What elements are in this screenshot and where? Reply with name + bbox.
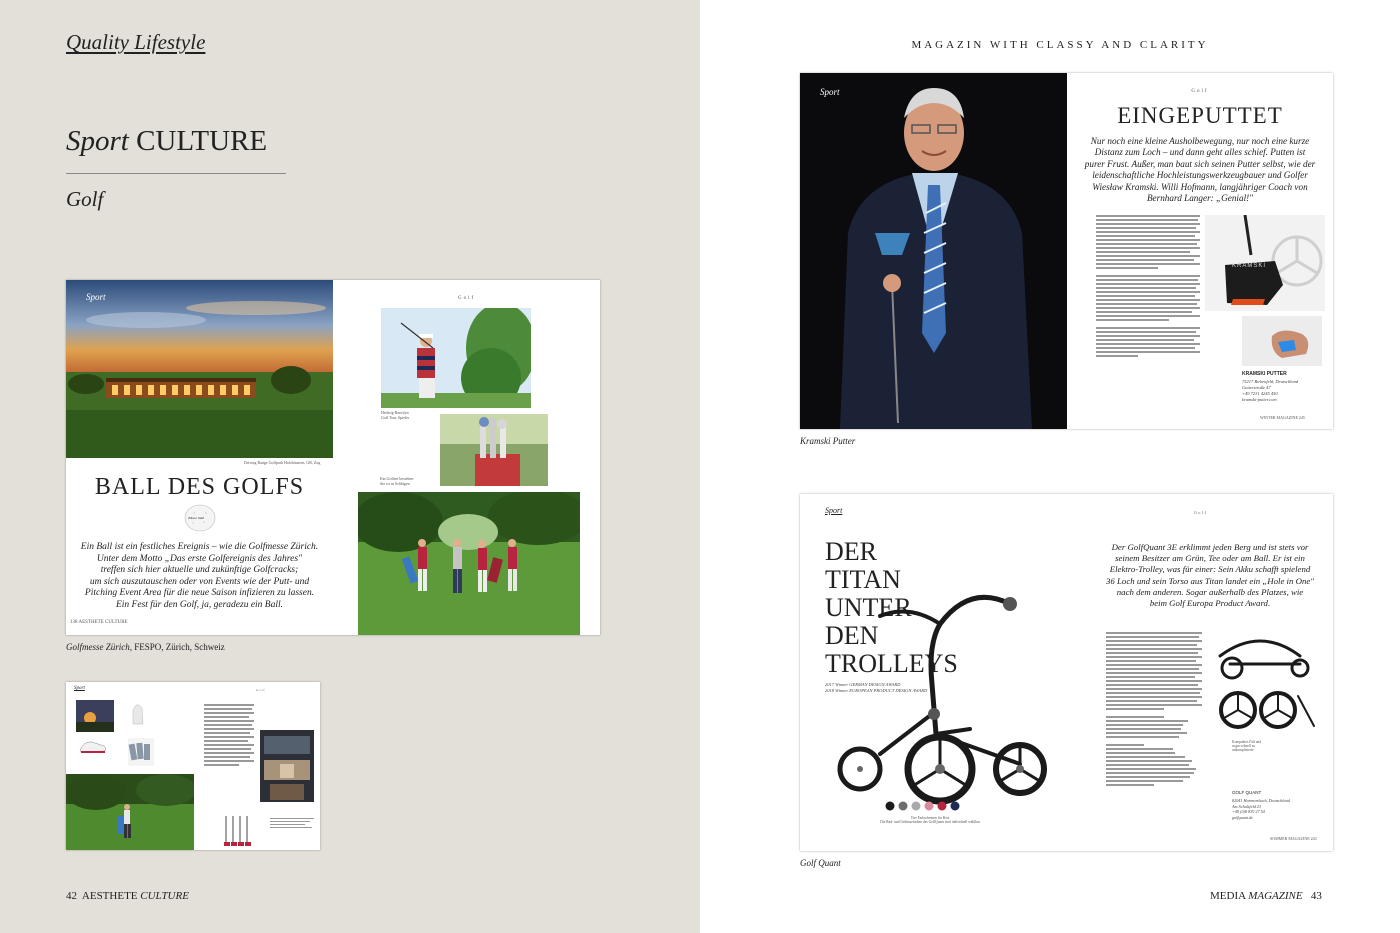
intro-line: um sich auszutauschen oder von Events wie der Putt- und xyxy=(89,576,310,587)
spread-eingeputtet xyxy=(800,73,1333,429)
body-text-column xyxy=(1096,215,1200,359)
golfer-caption: Hedwig Bartolyn Golf Tour Spieler xyxy=(381,410,410,420)
intro-line: Ein Ball ist ein festliches Ereignis – wie die Golfmesse Zürich. xyxy=(80,542,319,552)
label-golf: Golf xyxy=(1191,89,1209,94)
golf-ball-label: Wilson Staff xyxy=(188,516,204,520)
right-page xyxy=(700,0,1400,933)
intro-line: Unter dem Motto „Das erste Golfereignis des Jahres" xyxy=(96,553,303,564)
caption-rest: FESPO, Zürich, Schweiz xyxy=(134,642,225,652)
spread-titan-trolleys xyxy=(800,494,1333,851)
putters-photo xyxy=(220,814,260,848)
intro-line: seinem Besitzer am Grün, Tee oder am Ball. Er ist ein xyxy=(1115,553,1305,564)
contact-line: +49 7231 4245 450 xyxy=(1242,391,1278,396)
page-number: 43 xyxy=(1310,890,1322,902)
intro-line: treffen sich hier aktuelle und zukünftige Golfcracks; xyxy=(100,565,299,575)
trolley-photo xyxy=(820,564,1070,814)
fold-caption: Kompaktes Falt und sogar schnell zu unkomplizierte xyxy=(1232,740,1262,752)
label-sport: Sport xyxy=(820,87,840,97)
section-title-italic: Sport xyxy=(66,125,129,157)
contact-title: KRAMSKI PUTTER xyxy=(1242,371,1287,377)
headline-line: DER xyxy=(825,537,877,566)
label-golf: Golf xyxy=(1194,510,1208,515)
spread-headline: EINGEPUTTET xyxy=(1117,103,1283,128)
page-footer xyxy=(1210,890,1322,902)
swatch-4 xyxy=(925,802,934,811)
shoe-thumb xyxy=(78,738,108,754)
contact-info xyxy=(1232,798,1290,820)
page-header: Quality Lifestyle xyxy=(66,30,206,54)
magazine-name: MEDIA xyxy=(1210,890,1246,902)
spread-intro xyxy=(1075,136,1325,204)
headline-line: DEN xyxy=(825,621,879,650)
contact-line: kramski-putter.com xyxy=(1242,397,1277,402)
intro-line: purer Frust. Außer, man baut sich seinen Putter selbst, wie der xyxy=(1084,158,1316,169)
intro-line: leidenschaftliche Hochleistungswerkzeugbauer und Golfer xyxy=(1092,170,1308,181)
section-title xyxy=(66,125,267,158)
intro-line: Pitching Event Area für die neue Saison infizieren zu lassen. xyxy=(84,588,315,598)
intro-line: 36 Loch und sein Torso aus Titan landet ein „Hole in One" xyxy=(1106,575,1314,586)
spread-headline: BALL DES GOLFS xyxy=(94,474,305,500)
page-footer xyxy=(66,890,189,902)
section-title-caps: CULTURE xyxy=(136,125,268,157)
spread-caption xyxy=(66,642,225,652)
text-column xyxy=(204,704,254,768)
swatch-2 xyxy=(899,802,908,811)
photo-caption: Driving Range Golfpark Holzhäusern, GR, Zug xyxy=(244,460,321,465)
contact-line: Am Schulzfeld 23 xyxy=(1232,803,1262,809)
label-sport: Sport xyxy=(825,506,843,515)
green-photo xyxy=(66,774,194,850)
spread-intro xyxy=(66,542,333,611)
portrait-photo xyxy=(800,73,1067,429)
contact-line: 82041 Hemmenbach, Deutschland xyxy=(1232,798,1290,803)
spread-caption: Golf Quant xyxy=(800,858,841,868)
intro-line: Elektro-Trolley, was für einer: Sein Akku schafft spielend xyxy=(1109,564,1311,575)
contact-line: Gutterstraße 47 xyxy=(1242,385,1271,390)
intro-line: Bernhard Langer: „Genial!" xyxy=(1146,193,1254,204)
magazine-name: AESTHETE xyxy=(81,890,138,902)
intro-line: Distanz zum Loch – und dann geht alles schief. Putten ist xyxy=(1094,147,1306,158)
putter-brand: KRAMSKI xyxy=(1232,263,1267,269)
intro-line: Der GolfQuant 3E erklimmt jeden Berg und ist stets vor xyxy=(1111,542,1309,552)
spread-folio: SOMMER MAGAZINE 243 xyxy=(1270,836,1317,841)
headline-line: UNTER xyxy=(825,593,912,622)
label-golf: Golf xyxy=(256,688,266,692)
spread-ball-des-golfs xyxy=(66,280,600,635)
irons-thumb xyxy=(128,738,154,766)
swatch-3 xyxy=(912,802,921,811)
spread-folio: WINTER MAGAZINE 245 xyxy=(1260,415,1305,420)
contact-title: GOLF QUANT xyxy=(1232,790,1262,795)
putter-hand-photo xyxy=(1242,316,1322,366)
swatch-5 xyxy=(938,802,947,811)
spread-caption: Kramski Putter xyxy=(800,436,856,446)
info-column xyxy=(270,818,314,830)
caption-italic: Golfmesse Zürich, xyxy=(66,642,132,652)
intro-line: Ein Fest für den Golf, ja, geradezu ein Ball. xyxy=(115,599,284,610)
award-line: 2018 Winner EUROPEAN PRODUCT DESIGN AWARD xyxy=(825,688,928,693)
intro-line: beim Golf Europa Product Award. xyxy=(1149,598,1271,609)
page-header: MAGAZIN WITH CLASSY AND CLARITY xyxy=(911,39,1209,51)
golf-clubs-photo xyxy=(440,414,548,486)
golfer-photo xyxy=(381,308,531,408)
headline-line: TROLLEYS xyxy=(825,649,958,678)
section-rule xyxy=(66,173,286,174)
contact-line: 75217 Birkenfeld, Deutschland xyxy=(1242,379,1299,384)
magazine-name-italic: MAGAZINE xyxy=(1248,890,1303,902)
section-subtitle: Golf xyxy=(66,187,104,211)
spread-golf-equipment xyxy=(66,682,320,850)
award-line: 2017 Winner GERMAN DESIGN AWARD xyxy=(825,682,901,687)
headline-line: TITAN xyxy=(825,565,901,594)
clubs-caption: Ein Golfset bestehen Sie ist in Schlägen xyxy=(380,476,414,486)
label-sport: Sport xyxy=(74,686,85,691)
sunset-thumb xyxy=(76,700,114,732)
shop-photo xyxy=(260,730,314,802)
spread-intro xyxy=(1100,542,1320,609)
label-golf: Golf xyxy=(458,296,476,301)
page-number: 42 xyxy=(66,890,77,902)
swatch-1 xyxy=(886,802,895,811)
fairway-photo xyxy=(358,492,580,635)
swatch-caption: Vier Farbschemen für Rost Die Rad- und Gehäusefarben des GolfQuant sind individuell wählbar xyxy=(880,816,980,824)
color-swatches xyxy=(884,800,974,812)
intro-line: Nur noch eine kleine Ausholbewegung, nur noch eine kurze xyxy=(1090,136,1310,146)
contact-line: +49 (0)8 839 27 54 xyxy=(1232,809,1265,815)
contact-line: golfquant.de xyxy=(1232,814,1254,820)
folded-trolley-photo xyxy=(1210,626,1318,734)
spread-folio: 138 AESTHETE CULTURE xyxy=(70,620,128,625)
magazine-name-italic: CULTURE xyxy=(140,890,189,902)
intro-line: Wiesław Kramski. Willi Hofmann, langjähriger Coach von xyxy=(1092,181,1308,192)
glove-thumb xyxy=(128,702,148,726)
label-sport: Sport xyxy=(86,292,106,302)
body-text-column xyxy=(1106,632,1202,788)
intro-line: nach dem anderen. Sogar außerhalb des Platzes, wie xyxy=(1116,586,1304,597)
contact-info xyxy=(1242,379,1298,403)
swatch-6 xyxy=(951,802,960,811)
clubhouse-photo xyxy=(66,280,333,458)
